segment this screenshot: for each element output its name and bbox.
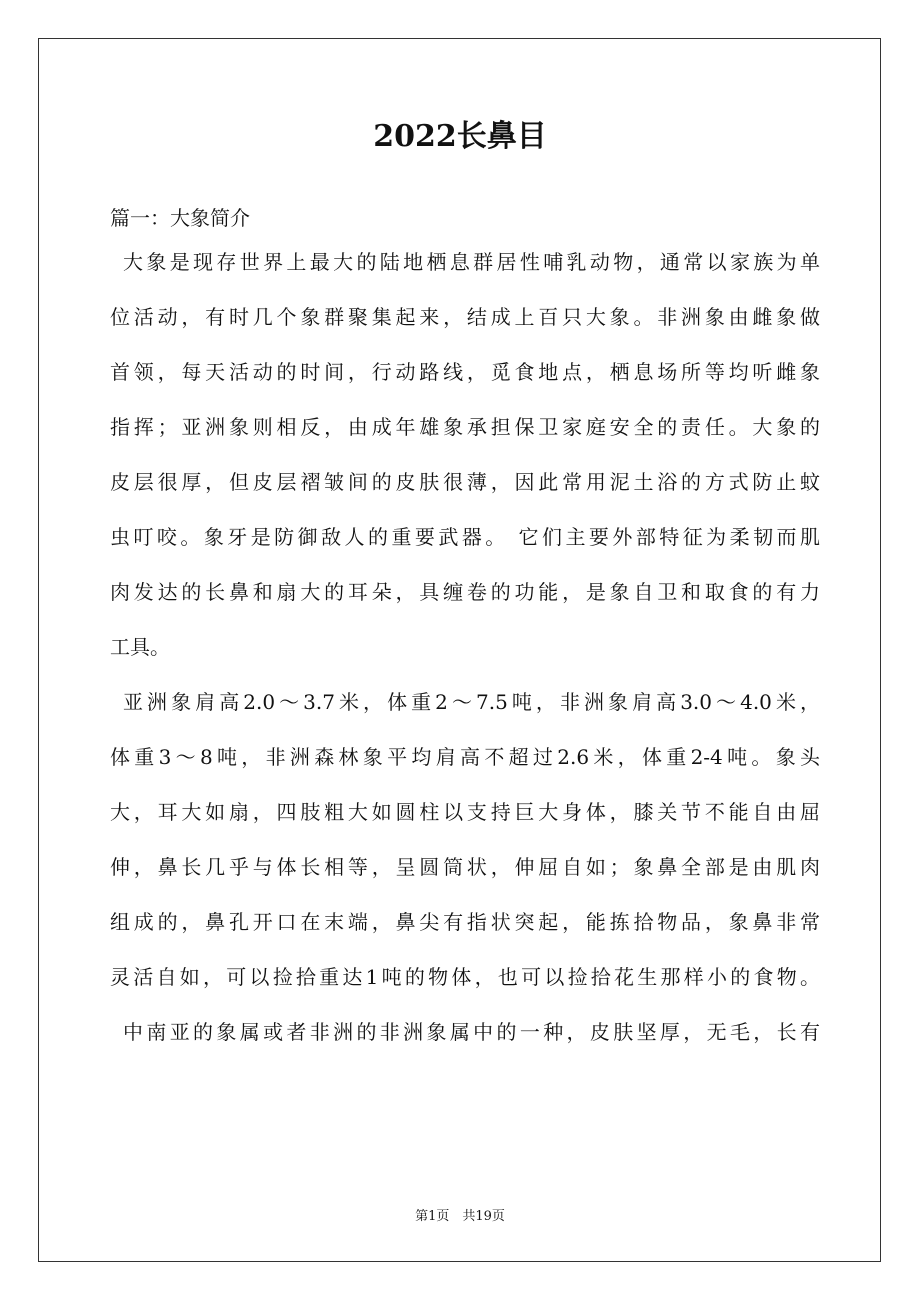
paragraph-1: [110, 235, 820, 675]
paragraph-line: 工具。: [110, 635, 170, 659]
paragraph-line: 虫叮咬。象牙是防御敌人的重要武器。 它们主要外部特征为柔韧而肌: [110, 525, 820, 549]
page-number-footer: 第1页 共19页: [415, 1209, 505, 1224]
paragraph-line: 位活动，有时几个象群聚集起来，结成上百只大象。非洲象由雌象做: [110, 305, 820, 329]
paragraph-line: 中南亚的象属或者非洲的非洲象属中的一种，皮肤坚厚，无毛，长有: [123, 1020, 820, 1044]
paragraph-line: 大，耳大如扇，四肢粗大如圆柱以支持巨大身体，膝关节不能自由屈: [110, 800, 820, 824]
paragraph-line: 大象是现存世界上最大的陆地栖息群居性哺乳动物，通常以家族为单: [123, 250, 820, 274]
document-title: 2022长鼻目: [373, 119, 547, 154]
section-heading: 篇一：大象简介: [110, 206, 250, 230]
paragraph-3: [110, 1005, 820, 1060]
paragraph-line: 肉发达的长鼻和扇大的耳朵，具缠卷的功能，是象自卫和取食的有力: [110, 580, 820, 604]
paragraph-line: 组成的，鼻孔开口在末端，鼻尖有指状突起，能拣拾物品，象鼻非常: [110, 910, 820, 934]
paragraph-line: 伸，鼻长几乎与体长相等，呈圆筒状，伸屈自如；象鼻全部是由肌肉: [110, 855, 820, 879]
paragraph-2: [110, 675, 820, 1005]
paragraph-line: 体重3～8吨，非洲森林象平均肩高不超过2.6米，体重2-4吨。象头: [110, 745, 820, 769]
paragraph-line: 灵活自如，可以捡拾重达1吨的物体，也可以捡拾花生那样小的食物。: [110, 965, 820, 989]
paragraph-line: 首领，每天活动的时间，行动路线，觅食地点，栖息场所等均听雌象: [110, 360, 820, 384]
paragraph-line: 皮层很厚，但皮层褶皱间的皮肤很薄，因此常用泥土浴的方式防止蚊: [110, 470, 820, 494]
document-body: [110, 200, 820, 1060]
paragraph-line: 指挥；亚洲象则相反，由成年雄象承担保卫家庭安全的责任。大象的: [110, 415, 820, 439]
paragraph-line: 亚洲象肩高2.0～3.7米，体重2～7.5吨，非洲象肩高3.0～4.0米，: [123, 690, 820, 714]
